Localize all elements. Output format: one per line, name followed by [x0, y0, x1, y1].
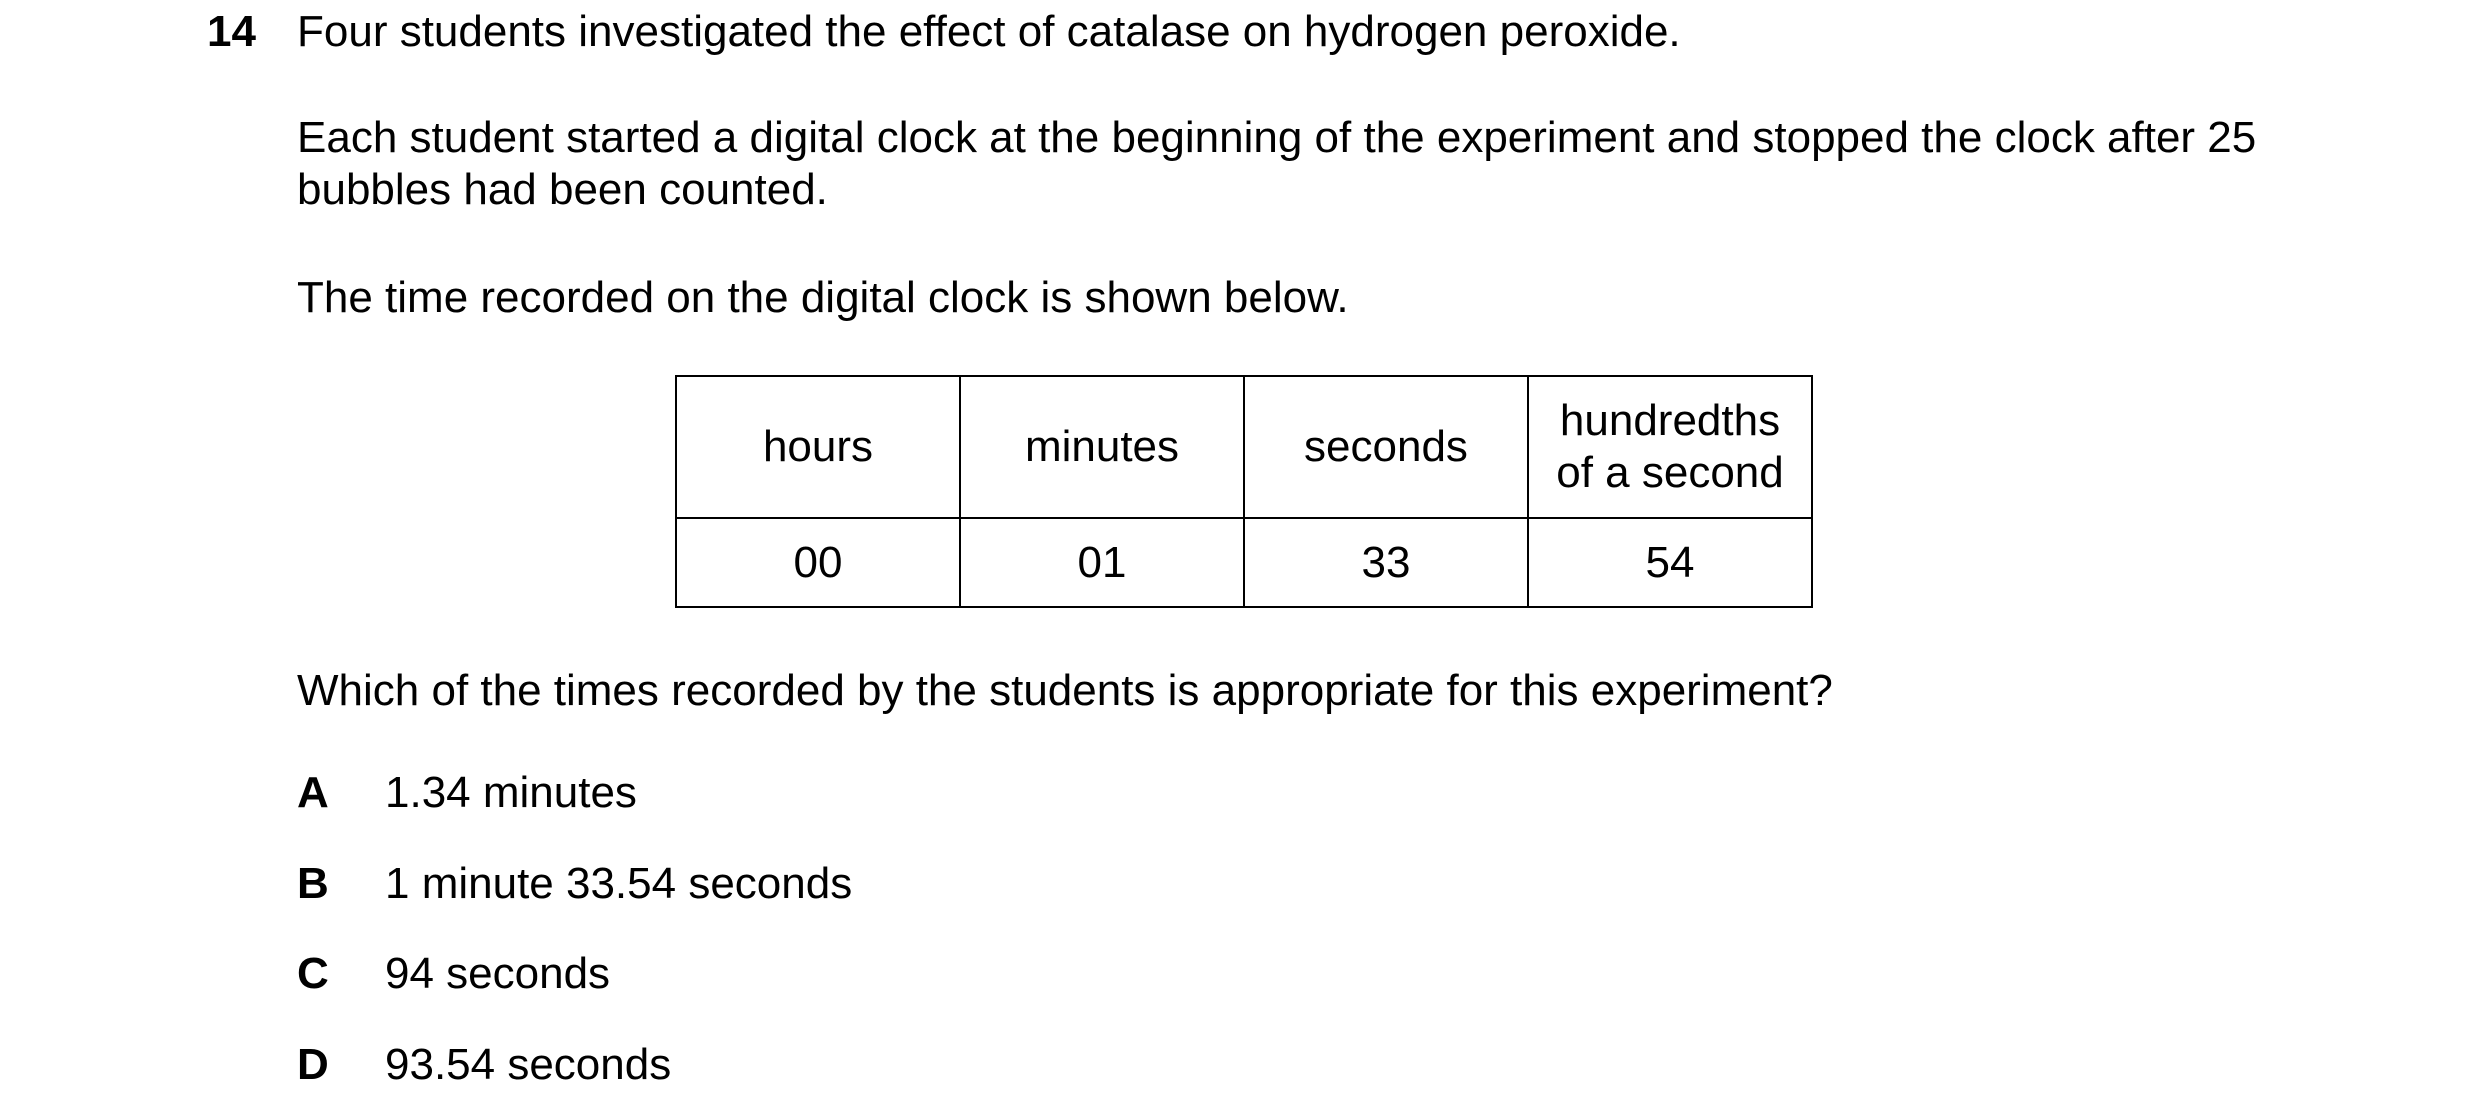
table-header-row: [676, 376, 1812, 518]
option-text: 94 seconds: [385, 949, 611, 998]
option-d[interactable]: [297, 1039, 671, 1091]
option-letter: B: [297, 859, 329, 908]
option-text: 93.54 seconds: [385, 1040, 672, 1089]
option-letter: C: [297, 949, 329, 998]
question-intro: Four students investigated the effect of catalase on hydrogen peroxide.: [297, 7, 1681, 56]
option-c[interactable]: [297, 948, 610, 1000]
header-minutes: minutes: [960, 376, 1244, 518]
question-method: Each student started a digital clock at the beginning of the experiment and stopped the clock after 25 bubbles had been counted.: [297, 113, 2257, 214]
value-minutes: 01: [960, 518, 1244, 607]
value-seconds: 33: [1244, 518, 1528, 607]
header-seconds: seconds: [1244, 376, 1528, 518]
table-intro: The time recorded on the digital clock is shown below.: [297, 273, 1349, 322]
option-text: 1.34 minutes: [385, 768, 637, 817]
value-hours: 00: [676, 518, 960, 607]
question-number: 14: [207, 7, 256, 56]
header-hours: hours: [676, 376, 960, 518]
header-hundredths: [1528, 376, 1812, 518]
option-text: 1 minute 33.54 seconds: [385, 859, 853, 908]
option-letter: D: [297, 1040, 329, 1089]
option-letter: A: [297, 768, 329, 817]
value-hundredths: 54: [1528, 518, 1812, 607]
table-row: [676, 518, 1812, 607]
option-b[interactable]: [297, 858, 852, 910]
question-prompt: Which of the times recorded by the students is appropriate for this experiment?: [297, 666, 1833, 715]
clock-time-table: [675, 375, 1813, 608]
option-a[interactable]: [297, 767, 637, 819]
header-hundredths-line1: hundredths: [1559, 396, 1781, 445]
header-hundredths-line2: of a second: [1556, 448, 1784, 497]
